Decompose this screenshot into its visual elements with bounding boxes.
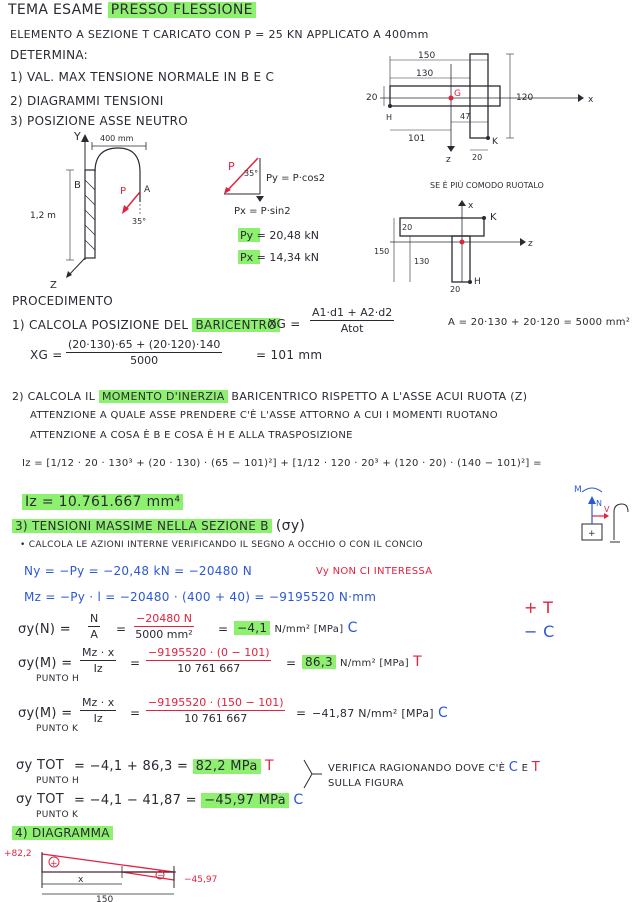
step3-heading bbox=[12, 518, 305, 534]
sigma-mk-frac2-den: 10 761 667 bbox=[184, 712, 248, 725]
determina-label: DETERMINA: bbox=[10, 48, 88, 62]
mz-equation: Mz = −Py · l = −20480 · (400 + 40) = −9195520 N·mm bbox=[24, 590, 377, 604]
rotated-z-axis: z bbox=[528, 239, 533, 249]
section-label-k: K bbox=[492, 137, 498, 147]
verify-note-text: VERIFICA RAGIONANDO DOVE C'È bbox=[328, 763, 506, 774]
sigma-tot-h-result: 82,2 MPa bbox=[193, 759, 261, 774]
beam-angle: 35° bbox=[132, 217, 147, 226]
verify-brace bbox=[300, 756, 326, 802]
concio-plus: + bbox=[588, 529, 596, 539]
rotated-section-figure bbox=[370, 200, 540, 292]
concio-v: V bbox=[604, 505, 610, 514]
sigma-mk-eq-1: = bbox=[130, 706, 141, 720]
sigma-mh-frac2-num: −9195520 · (0 − 101) bbox=[148, 646, 270, 659]
vy-note: Vy NON CI INTERESSA bbox=[316, 566, 433, 577]
sigma-n-frac1-den: A bbox=[90, 628, 98, 641]
section-label-h: H bbox=[386, 113, 393, 122]
beam-label-a: A bbox=[144, 185, 151, 195]
sigma-tot-k-sub: PUNTO K bbox=[36, 810, 79, 820]
triangle-py-val: Py = 20,48 kN bbox=[240, 229, 319, 242]
step2-highlight: MOMENTO D'INERZIA bbox=[99, 390, 228, 403]
step2-heading bbox=[12, 390, 527, 403]
concio-m: M bbox=[574, 485, 582, 495]
triangle-px-eq: Px = P·sin2 bbox=[234, 206, 291, 217]
step1-highlight: BARICENTRO bbox=[192, 318, 279, 332]
sigma-tot-h-tag: T bbox=[265, 758, 274, 774]
verify-note-c: C bbox=[508, 760, 519, 775]
sigma-mh-frac2-den: 10 761 667 bbox=[177, 662, 241, 675]
beam-label-b: B bbox=[74, 180, 81, 191]
sigma-mk-frac1 bbox=[80, 696, 116, 725]
sigma-n-frac1 bbox=[88, 612, 100, 641]
xg-formula-lhs: XG = bbox=[268, 317, 301, 331]
step1-heading bbox=[12, 318, 280, 332]
section-dim-130: 130 bbox=[416, 69, 434, 79]
iz-result bbox=[22, 494, 183, 510]
rotated-label-k: K bbox=[490, 212, 497, 223]
iz-result-value: Iz = 10.761.667 mm⁴ bbox=[22, 494, 183, 510]
force-triangle-figure bbox=[222, 156, 372, 268]
verify-note-2: SULLA FIGURA bbox=[328, 778, 404, 789]
sigma-n-lhs: σy(N) = bbox=[18, 622, 71, 637]
sigma-mk-lhs: σy(M) = bbox=[18, 706, 73, 721]
section-dim-47: 47 bbox=[460, 112, 471, 121]
sigma-mh-eq-2: = bbox=[286, 656, 297, 670]
exam-title bbox=[8, 2, 256, 18]
sigma-tot-h-sub: PUNTO H bbox=[36, 776, 80, 786]
t-section-figure bbox=[360, 46, 635, 196]
xg-calc-den: 5000 bbox=[130, 354, 159, 367]
xg-calc-result: = 101 mm bbox=[256, 348, 323, 362]
sigma-n-tag: C bbox=[347, 620, 358, 636]
sigma-n-result bbox=[234, 620, 358, 636]
step2-warning-1: ATTENZIONE A QUALE ASSE PRENDERE C'È L'ASSE ATTORNO A CUI I MOMENTI RUOTANO bbox=[30, 410, 498, 421]
triangle-p-label: P bbox=[228, 160, 235, 173]
sigma-mh-sub: PUNTO H bbox=[36, 674, 80, 684]
sign-legend-compression: − C bbox=[524, 622, 555, 641]
sigma-mh-frac1-den: Iz bbox=[93, 662, 103, 675]
sigma-tot-h-eq: = −4,1 + 86,3 = bbox=[74, 759, 189, 774]
diagram-top-value: +82,2 bbox=[4, 849, 32, 859]
section-dim-101: 101 bbox=[408, 134, 426, 144]
rotate-note: SE È PIÙ COMODO RUOTALO bbox=[430, 181, 544, 190]
task-item-2: 2) DIAGRAMMI TENSIONI bbox=[10, 94, 164, 108]
diagram-length-label: 150 bbox=[96, 895, 114, 902]
diagram-plus-sign: + bbox=[50, 859, 58, 869]
beam-label-p: P bbox=[120, 186, 127, 197]
step2-axis: (Z) bbox=[510, 390, 528, 403]
beam-z-axis-label: Z bbox=[50, 280, 57, 291]
sign-legend-tension: + T bbox=[524, 598, 554, 617]
sigma-mk-sub: PUNTO K bbox=[36, 724, 79, 734]
verify-note-t: T bbox=[531, 760, 540, 775]
step4-highlight: 4) DIAGRAMMA bbox=[12, 826, 113, 840]
verify-note-1 bbox=[328, 760, 540, 775]
beam-y-axis-label: Y bbox=[74, 130, 81, 143]
step3-highlight: 3) TENSIONI MASSIME NELLA SEZIONE B bbox=[12, 519, 272, 533]
sigma-mk-frac2-num: −9195520 · (150 − 101) bbox=[148, 696, 284, 709]
section-dim-120: 120 bbox=[516, 93, 534, 103]
triangle-py-eq: Py = P·cos2 bbox=[266, 173, 326, 184]
beam-height: 1,2 m bbox=[30, 211, 56, 221]
rotated-dim-130: 130 bbox=[414, 257, 430, 266]
iz-formula: Iz = [1/12 · 20 · 130³ + (20 · 130) · (65 − 101)²] + [1/12 · 120 · 20³ + (120 · 20) · (140 − 101)²] = bbox=[22, 458, 542, 469]
procedure-title: PROCEDIMENTO bbox=[12, 294, 114, 308]
triangle-angle: 35° bbox=[244, 169, 259, 178]
section-z-axis: z bbox=[446, 155, 451, 165]
sigma-mh-lhs: σy(M) = bbox=[18, 656, 73, 671]
step3-sigma: (σy) bbox=[275, 518, 306, 534]
section-dim-20: 20 bbox=[366, 93, 378, 103]
sigma-n-frac2-num: −20480 N bbox=[136, 612, 192, 625]
section-dim-20b: 20 bbox=[472, 153, 483, 162]
sigma-mh-frac2 bbox=[146, 646, 271, 675]
rotated-dim-150: 150 bbox=[374, 247, 390, 256]
sigma-mk-frac1-num: Mz · x bbox=[82, 696, 115, 709]
step2-text-a: 2) CALCOLA IL bbox=[12, 390, 96, 403]
exam-title-topic: PRESSO FLESSIONE bbox=[108, 2, 256, 18]
sigma-tot-k-equation bbox=[74, 792, 303, 808]
step3-note: • CALCOLA LE AZIONI INTERNE VERIFICANDO IL SEGNO A OCCHIO O CON IL CONCIO bbox=[20, 540, 423, 550]
xg-formula-fraction bbox=[310, 306, 394, 335]
xg-formula-den: Atot bbox=[340, 322, 364, 335]
step2-text-b: BARICENTRICO RISPETTO A L'ASSE ACUI RUOTA bbox=[231, 390, 507, 403]
rotated-dim-20: 20 bbox=[402, 223, 413, 232]
sigma-mk-value: −41,87 N/mm² [MPa] bbox=[312, 707, 434, 720]
sigma-mh-tag: T bbox=[413, 654, 422, 670]
sigma-mh-eq-1: = bbox=[130, 656, 141, 670]
sigma-mh-unit: N/mm² [MPa] bbox=[340, 658, 410, 669]
concio-n: N bbox=[596, 499, 602, 508]
sigma-n-frac2 bbox=[134, 612, 194, 641]
sigma-tot-k-result: −45,97 MPa bbox=[201, 793, 289, 808]
sigma-mh-frac1-num: Mz · x bbox=[82, 646, 115, 659]
exam-title-prefix: TEMA ESAME bbox=[8, 2, 103, 18]
section-x-axis: x bbox=[588, 95, 594, 105]
rotated-label-h: H bbox=[474, 277, 481, 287]
rotated-dim-20b: 20 bbox=[450, 285, 461, 294]
sigma-mh-value: 86,3 bbox=[302, 655, 336, 669]
diagram-minus-sign: − bbox=[157, 871, 164, 880]
diagram-bottom-value: −45,97 bbox=[184, 875, 218, 885]
sigma-tot-h-equation bbox=[74, 758, 274, 774]
sigma-mk-frac1-den: Iz bbox=[93, 712, 103, 725]
sigma-n-frac2-den: 5000 mm² bbox=[135, 628, 193, 641]
concio-sketch bbox=[572, 482, 632, 548]
xg-calc-lhs: XG = bbox=[30, 348, 63, 362]
stress-diagram bbox=[4, 844, 234, 902]
xg-calc-fraction bbox=[66, 338, 222, 367]
diagram-x-label: x bbox=[78, 875, 84, 885]
sigma-tot-k-lhs: σy TOT bbox=[16, 792, 64, 807]
sigma-mk-result bbox=[312, 705, 448, 721]
beam-dim-400: 400 mm bbox=[100, 134, 134, 143]
sigma-n-frac1-num: N bbox=[90, 612, 99, 625]
sigma-mk-tag: C bbox=[437, 705, 449, 721]
step1-text: 1) CALCOLA POSIZIONE DEL bbox=[12, 318, 189, 332]
area-equation: A = 20·130 + 20·120 = 5000 mm² bbox=[448, 317, 631, 328]
sigma-n-eq-2: = bbox=[218, 622, 229, 636]
task-item-3: 3) POSIZIONE ASSE NEUTRO bbox=[10, 114, 189, 128]
rotated-x-axis: x bbox=[468, 201, 474, 211]
sigma-n-unit: N/mm² [MPa] bbox=[274, 624, 344, 635]
sigma-tot-h-lhs: σy TOT bbox=[16, 758, 64, 773]
problem-statement: ELEMENTO A SEZIONE T CARICATO CON P = 25 KN APPLICATO A 400mm bbox=[10, 28, 429, 41]
section-label-g: G bbox=[454, 89, 461, 99]
step4-heading bbox=[12, 826, 113, 840]
sigma-mh-frac1 bbox=[80, 646, 116, 675]
sigma-tot-k-tag: C bbox=[293, 792, 304, 808]
xg-formula-num: A1·d1 + A2·d2 bbox=[312, 306, 393, 319]
xg-calc-num: (20·130)·65 + (20·120)·140 bbox=[68, 338, 221, 351]
step2-warning-2: ATTENZIONE A COSA È B E COSA È H E ALLA TRASPOSIZIONE bbox=[30, 430, 353, 441]
task-item-1: 1) VAL. MAX TENSIONE NORMALE IN B E C bbox=[10, 70, 275, 84]
sigma-mh-result bbox=[302, 654, 422, 670]
sigma-mk-eq-2: = bbox=[296, 706, 307, 720]
triangle-px-val: Px = 14,34 kN bbox=[240, 251, 319, 264]
sigma-n-value: −4,1 bbox=[234, 621, 270, 635]
section-dim-150: 150 bbox=[418, 51, 436, 61]
verify-note-e: E bbox=[521, 763, 529, 774]
sigma-n-eq-1: = bbox=[116, 622, 127, 636]
sigma-tot-k-eq: = −4,1 − 41,87 = bbox=[74, 793, 197, 808]
sigma-mk-frac2 bbox=[146, 696, 285, 725]
ny-equation: Ny = −Py = −20,48 kN = −20480 N bbox=[24, 564, 252, 578]
beam-figure bbox=[30, 130, 180, 291]
